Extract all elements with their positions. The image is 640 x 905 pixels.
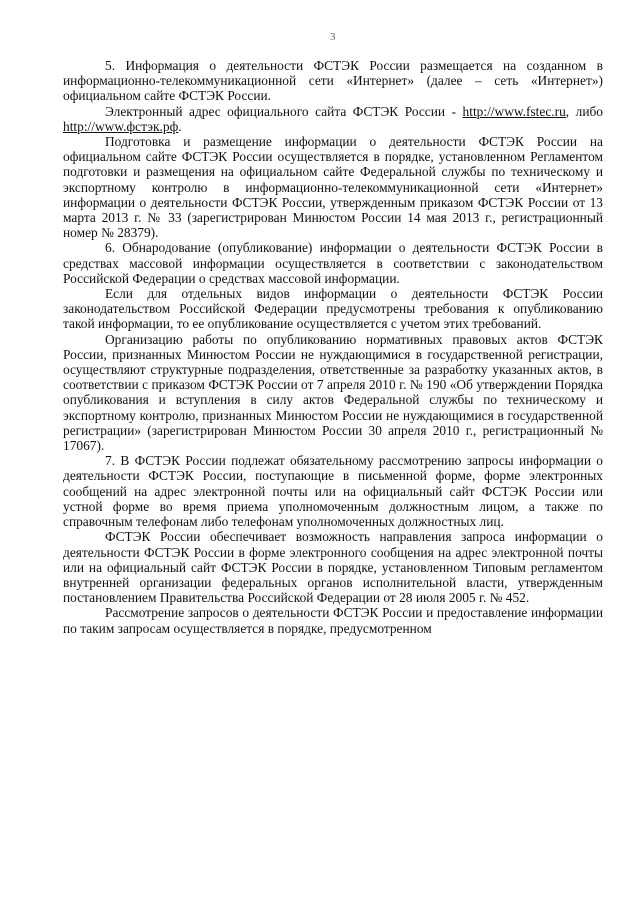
paragraph-7-requests: 7. В ФСТЭК России подлежат обязательному рассмотрению запросы информации о деятельности ФСТЭК России, поступающие в письменной форме, форме электронных сообщений на адрес электронной почты или на официальный сайт ФСТЭК России или устной форме во время приема уполномоченным должностным лицом, а также по справочным телефонам либо телефонам уполномоченных должностных лиц.	[63, 453, 603, 530]
fstec-ru-link[interactable]: http://www.fstec.ru	[462, 103, 566, 119]
paragraph-electronic-requests: ФСТЭК России обеспечивает возможность направления запроса информации о деятельности ФСТЭК России в форме электронного сообщения на адрес электронной почты или на официальный сайт ФСТЭК России в порядке, установленном Типовым регламентом внутренней организации федеральных органов исполнительной власти, утвержденным постановлением Правительства Российской Федерации от 28 июля 2005 г. № 452.	[63, 529, 603, 606]
paragraph-publication: Организацию работы по опубликованию нормативных правовых актов ФСТЭК России, признанных Минюстом России не нуждающимися в государственной регистрации, осуществляют структурные подразделения, ответственные за разработку указанных актов, в соответствии с приказом ФСТЭК России от 7 апреля 2010 г. № 190 «Об утверждении Порядка опубликования и вступления в силу актов Федеральной службы по техническому и экспортному контролю, признанных Минюстом России не нуждающимися в государственной регистрации» (зарегистрирован Минюстом России 30 апреля 2010 г., регистрационный № 17067).	[63, 331, 603, 454]
page-number: 3	[330, 31, 336, 43]
paragraph-requirements: Если для отдельных видов информации о деятельности ФСТЭК России законодательством Российской Федерации предусмотрены требования к опубликованию такой информации, то ее опубликование осуществляется с учетом этих требований.	[63, 286, 603, 332]
paragraph-6-media: 6. Обнародование (опубликование) информации о деятельности ФСТЭК России в средствах массовой информации осуществляется в соответствии с законодательством Российской Федерации о средствах массовой информации.	[63, 240, 603, 286]
document-body	[63, 58, 603, 636]
site-address-end: .	[178, 118, 182, 134]
paragraph-consideration: Рассмотрение запросов о деятельности ФСТЭК России и предоставление информации по таким запросам осуществляется в порядке, предусмотренном	[63, 605, 603, 636]
paragraph-site-address	[63, 104, 603, 134]
fstec-rf-link[interactable]: http://www.фстэк.рф	[63, 118, 179, 134]
paragraph-preparation: Подготовка и размещение информации о деятельности ФСТЭК России на официальном сайте ФСТЭК России осуществляется в порядке, установленном Регламентом подготовки и размещения на официальном сайте Федеральной службы по техническому и экспортному контролю в информационно-телекоммуникационной сети «Интернет» информации о деятельности ФСТЭК России, утвержденным приказом ФСТЭК России от 13 марта 2013 г. № 33 (зарегистрирован Минюстом России 14 мая 2013 г., регистрационный номер № 28379).	[63, 134, 603, 241]
site-address-text: Электронный адрес официального сайта ФСТЭК России -	[105, 103, 457, 119]
paragraph-5-website: 5. Информация о деятельности ФСТЭК России размещается на созданном в информационно-телекоммуникационной сети «Интернет» (далее – сеть «Интернет») официальном сайте ФСТЭК России.	[63, 58, 603, 104]
site-address-middle: , либо	[565, 103, 603, 119]
